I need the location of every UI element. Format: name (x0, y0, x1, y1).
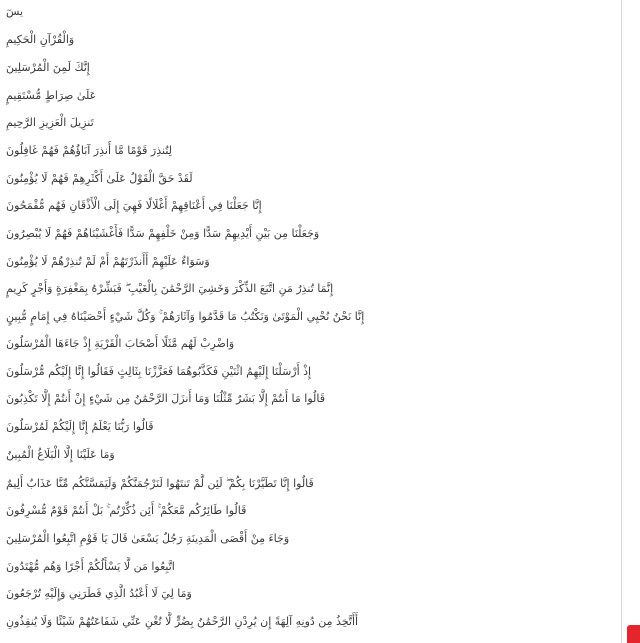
verse-line: إِنَّكَ لَمِنَ الْمُرْسَلِينَ (6, 61, 90, 74)
verse-line: يسٓ (6, 5, 24, 18)
verse-line: عَلَىٰ صِرَاطٍ مُّسْتَقِيمٍ (6, 89, 97, 102)
verse-line: اتَّبِعُوا مَن لَّا يَسْأَلُكُمْ أَجْرًا وَهُم مُّهْتَدُونَ (6, 560, 175, 573)
verse-line: إِنَّمَا تُنذِرُ مَنِ اتَّبَعَ الذِّكْرَ وَخَشِيَ الرَّحْمَٰنَ بِالْغَيْبِ ۖ فَبَشِّرْهُ بِمَغْفِرَةٍ وَأَجْرٍ كَرِيمٍ (6, 282, 334, 295)
verse-line: لِتُنذِرَ قَوْمًا مَّا أُنذِرَ آبَاؤُهُمْ فَهُمْ غَافِلُونَ (6, 144, 173, 157)
verse-line: إِنَّا نَحْنُ نُحْيِي الْمَوْتَىٰ وَنَكْتُبُ مَا قَدَّمُوا وَآثَارَهُمْ ۚ وَكُلَّ شَيْءٍ أَحْصَيْنَاهُ فِي إِمَامٍ مُّبِينٍ (6, 310, 365, 323)
verse-line: وَمَا عَلَيْنَا إِلَّا الْبَلَاغُ الْمُبِينُ (6, 448, 115, 461)
verse-line: وَالْقُرْآنِ الْحَكِيمِ (6, 33, 75, 46)
verse-line: قَالُوا مَا أَنتُمْ إِلَّا بَشَرٌ مِّثْلُنَا وَمَا أَنزَلَ الرَّحْمَٰنُ مِن شَيْءٍ إِنْ أَنتُمْ إِلَّا تَكْذِبُونَ (6, 392, 325, 405)
verse-line: وَسَوَاءٌ عَلَيْهِمْ أَأَنذَرْتَهُمْ أَمْ لَمْ تُنذِرْهُمْ لَا يُؤْمِنُونَ (6, 255, 210, 268)
right-edge-divider (621, 0, 622, 643)
verse-line: إِذْ أَرْسَلْنَا إِلَيْهِمُ اثْنَيْنِ فَكَذَّبُوهُمَا فَعَزَّزْنَا بِثَالِثٍ فَقَالُوا إِنَّا إِلَيْكُم مُّرْسَلُونَ (6, 365, 312, 378)
verse-line: إِنَّا جَعَلْنَا فِي أَعْنَاقِهِمْ أَغْلَالًا فَهِيَ إِلَى الْأَذْقَانِ فَهُم مُّقْمَحُونَ (6, 199, 262, 212)
corner-accent-tab (627, 625, 640, 643)
verse-line: لَقَدْ حَقَّ الْقَوْلُ عَلَىٰ أَكْثَرِهِمْ فَهُمْ لَا يُؤْمِنُونَ (6, 172, 193, 185)
verse-line: قَالُوا إِنَّا تَطَيَّرْنَا بِكُمْ ۖ لَئِن لَّمْ تَنتَهُوا لَنَرْجُمَنَّكُمْ وَلَيَمَسَّنَّكُم مِّنَّا عَذَابٌ أَلِيمٌ (6, 477, 314, 490)
verse-line: أَأَتَّخِذُ مِن دُونِهِ آلِهَةً إِن يُرِدْنِ الرَّحْمَٰنُ بِضُرٍّ لَّا تُغْنِ عَنِّي شَفَاعَتُهُمْ شَيْئًا وَلَا يُنقِذُونِ (6, 615, 359, 628)
verse-line: تَنزِيلَ الْعَزِيزِ الرَّحِيمِ (6, 116, 94, 129)
verse-line: وَاضْرِبْ لَهُم مَّثَلًا أَصْحَابَ الْقَرْيَةِ إِذْ جَاءَهَا الْمُرْسَلُونَ (6, 337, 235, 350)
verse-line: وَجَاءَ مِنْ أَقْصَى الْمَدِينَةِ رَجُلٌ يَسْعَىٰ قَالَ يَا قَوْمِ اتَّبِعُوا الْمُرْسَلِينَ (6, 532, 290, 545)
verse-line: وَمَا لِيَ لَا أَعْبُدُ الَّذِي فَطَرَنِي وَإِلَيْهِ تُرْجَعُونَ (6, 587, 192, 600)
verse-line: قَالُوا رَبُّنَا يَعْلَمُ إِنَّا إِلَيْكُمْ لَمُرْسَلُونَ (6, 420, 154, 433)
verse-line: قَالُوا طَائِرُكُم مَّعَكُمْ ۚ أَئِن ذُكِّرْتُم ۚ بَلْ أَنتُمْ قَوْمٌ مُّسْرِفُونَ (6, 504, 247, 517)
verse-line: وَجَعَلْنَا مِن بَيْنِ أَيْدِيهِمْ سَدًّا وَمِنْ خَلْفِهِمْ سَدًّا فَأَغْشَيْنَاهُمْ فَهُمْ لَا يُبْصِرُونَ (6, 227, 320, 240)
